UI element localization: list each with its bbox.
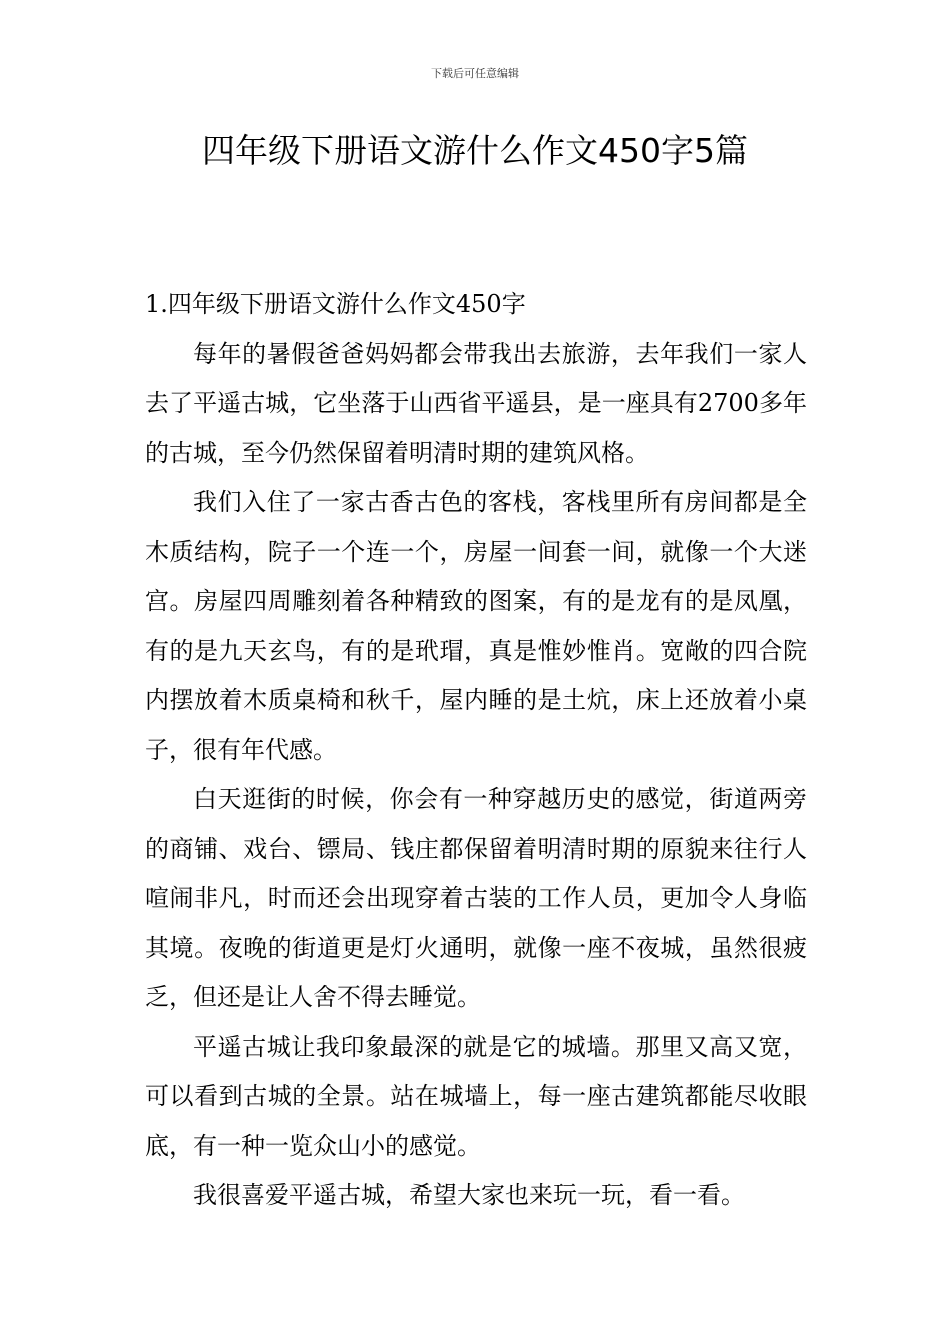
paragraph-3: 白天逛街的时候，你会有一种穿越历史的感觉，街道两旁的商铺、戏台、镖局、钱庄都保留着明清时期的原貌来往行人喧闹非凡，时而还会出现穿着古装的工作人员，更加令人身临其境。夜晚的街道更是灯火通明，就像一座不夜城，虽然很疲乏，但还是让人舍不得去睡觉。 bbox=[145, 785, 807, 1011]
paragraph-4: 平遥古城让我印象最深的就是它的城墙。那里又高又宽，可以看到古城的全景。站在城墙上，每一座古建筑都能尽收眼底，有一种一览众山小的感觉。 bbox=[145, 1032, 807, 1160]
section-heading: 1.四年级下册语文游什么作文450字 bbox=[145, 290, 526, 318]
document-title: 四年级下册语文游什么作文450字5篇 bbox=[202, 131, 748, 170]
paragraph-5: 我很喜爱平遥古城，希望大家也来玩一玩，看一看。 bbox=[193, 1181, 745, 1209]
paragraph-2: 我们入住了一家古香古色的客栈，客栈里所有房间都是全木质结构，院子一个连一个，房屋一间套一间，就像一个大迷宫。房屋四周雕刻着各种精致的图案，有的是龙有的是凤凰，有的是九天玄鸟，有的是玳瑁，真是惟妙惟肖。宽敞的四合院内摆放着木质桌椅和秋千，屋内睡的是土炕，床上还放着小桌子，很有年代感。 bbox=[145, 488, 807, 764]
header-note: 下载后可任意编辑 bbox=[431, 67, 519, 80]
paragraph-1: 每年的暑假爸爸妈妈都会带我出去旅游，去年我们一家人去了平遥古城，它坐落于山西省平遥县，是一座具有2700多年的古城，至今仍然保留着明清时期的建筑风格。 bbox=[145, 339, 807, 467]
document-body bbox=[145, 280, 807, 1221]
